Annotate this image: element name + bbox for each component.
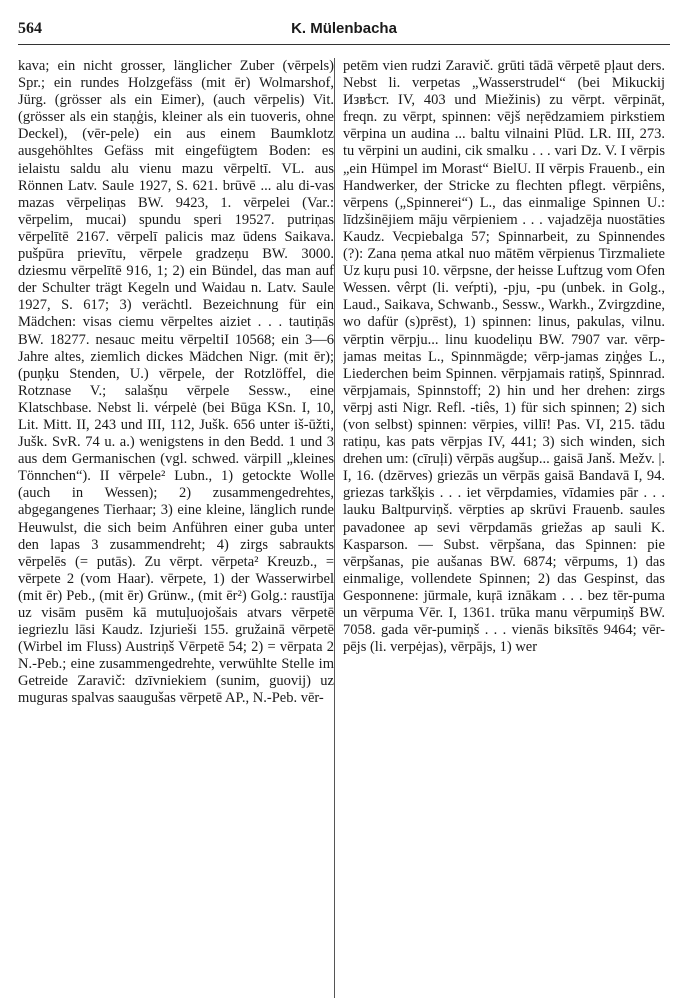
right-column-text: petēm vien rudzi Zaravič. grūti tādā vērpetē pļaut ders. Nebst li. verpetas „Wasserstrudel“ (bei Mikuckij Извѣст. IV, 403 und Miežinis) zu vērpt. vērpināt, freqn. zu vērpt, spinnen: vējš neŗēdzamiem pirkstiem vērpina un audina ... baltu vilnaini Plūd. LR. III, 273. tu vērpini un audini, cik smalku . . . vari Dz. V. I vērpis „ein Hümpel im Morast“ BielU. II vērpis Frauenb., ein Handwerker, der Stricke zu flechten pflegt. vērpiêns, vērpens („Spinnerei“) L., das einmalige Spinnen U.: līdzšinējiem māju vērpieniem . . . vajadzēja nuostāties Kaudz. Vecpiebalga 57; Spinnarbeit, zu Spinnendes (?): Zana ņema atkal nuo mātēm vērpienus Tirzmaliete Uz kuŗu pusi 10. vērpsne, der heisse Luftzug vom Ofen Wessen. vêrpt (li. veŕpti), -pju, -pu (unbek. in Golg., Laud., Saikava, Schwanb., Sessw., Warkh., Zvirgzdine, wo dafür (s)prēst), 1) spinnen: linus, pakulas, vilnu. vērptin vērpju... linu kuodeliņu BW. 7907 var. vērp-jamas meitas L., Spinnmägde; vērp-jamas ziņģes L., Liederchen beim Spinnen. vērpjamais ratiņš, Spinnrad. vērpjamais, Spinnstoff; 2) hin und her drehen: zirgs vērpj asti Nigr. Refl. -tiês, 1) für sich spinnen; 2) sich (von selbst) spinnen: vērpies, villī! Pas. VI, 215. tādu ratiņu, kas pats vērpjas IV, 441; 3) sich winden, sich drehen um: (cīruļi) vērpās augšup... gaisā Janš. Mežv. |. I, 16. (dzērves) griezās un vērpās gaisā Bandavā I, 94. griezas tarkšķis . . . iet vērpdamies, vīdamies pār . . . lauku Baltpurviņš. vērpties ap skrūvi Frauenb. saules pavadonee ap sevi vērpdamās griežas ap sauli K. Kasparson. — Subst. vērpšana, das Spinnen: pie vērpšanas, pie aušanas BW. 6874; vērpums, 1) das einmalige, vollendete Spinnen; 2) das Gespinst, das Gesponnene: jūrmale, kuŗā iznākam . . . bez tēr-puma un vērpuma Vēr. I, 1361. trūka manu vērpumiņš BW. 7058. gada vēr-pumiņš . . . vienās biksītēs 9464; vēr-pējs (li. verpėjas), vērpājs, 1) wer: [343, 58, 665, 656]
left-column-text: kava; ein nicht grosser, länglicher Zuber (vērpels) Spr.; ein rundes Holzgefäss (mit ēr) Wolmarshof, Jürg. (grösser als ein Eimer), (auch vērpelis) Vit. (grösser als ein staņģis, kleiner als ein tuoveris, ohne Deckel), (vēr-pele) ein aus einem Baumklotz ausgehöhltes Gefäss mit eingefügtem Boden: es ielaistu saldu alu vienu mazu vērpeltī. VL. aus Rönnen Latv. Saule 1927, S. 621. brūvē ... alu di-vas mazas vērpeliņas BW. 9423, 1. vērpelei (Var.: vērpelim, mucai) spundu speri 19527. putriņas vērpelītē 2167. vērpelī palicis maz ūdens Saikava. pušpūra prievītu, vērpele gradzeņu BW. 3000. dziesmu vērpelītē 916, 1; 2) ein Bündel, das man auf der Schulter trägt Kegeln und Waidau n. Latv. Saule 1927, S. 617; 3) verächtl. Bezeichnung für ein Mädchen: visas ciemu vērpeltes aiziet . . . tautiņās BW. 18277. nesauc meitu vērpeltiI 10568; ein 3—6 Jahre altes, ziemlich dickes Mädchen Nigr. (mit ēr); (puņķu Stenden, U.) vērpele, der Rotzlöffel, die Rotznase V.; salašņu vērpele Sessw., eine Klatschbase. Nebst li. vérpelė (bei Būga KSn. I, 10, Lit. Mitt. II, 243 und III, 112, Jušk. 656 unter iš-ūžti, Jušk. SvR. 74 u. a.) wenigstens in den Bedd. 1 und 3 aus dem Germanischen (vgl. schwed. värpill „kleines Tönnchen“). II vērpele² Lubn., 1) getockte Wolle (auch in Wessen); 2) zusammengedrehtes, abgegangenes Tierhaar; 3) eine kleine, länglich runde Heuwulst, die sich beim Anführen einer guba unter den lapas 3 zusammendreht; 4) zirgs sabraukts vērpelēs (= putās). Zu vērpt. vērpeta² Kreuzb., = vērpete 2 (vom Haar). vērpete, 1) der Wasserwirbel (mit ēr) Peb., (mit ēr) Grünw., (mit ēr²) Golg.: raustīja uz visām pusēm kā mutuļuojošais atvars vērpetē iegriezlu lāsi Kaudz. Izjurieši 155. gružainā vērpetē (Wirbel im Fluss) Austriņš Vērpetē 54; 2) = vērpata 2 N.-Peb.; eine zusammengedrehte, verwühlte Stelle im Getreide Zaravič: dzīvniekiem (sunim, guovij) uz muguras spalvas saaugušas vērpetē AP., N.-Peb. vēr-: [18, 58, 334, 707]
right-column: [343, 58, 665, 998]
running-title: K. Mülenbacha: [291, 20, 397, 37]
page-number: 564: [18, 20, 42, 37]
page-header: [18, 14, 670, 40]
header-rule: [18, 44, 670, 45]
left-column: [18, 58, 334, 998]
column-divider: [334, 58, 335, 998]
